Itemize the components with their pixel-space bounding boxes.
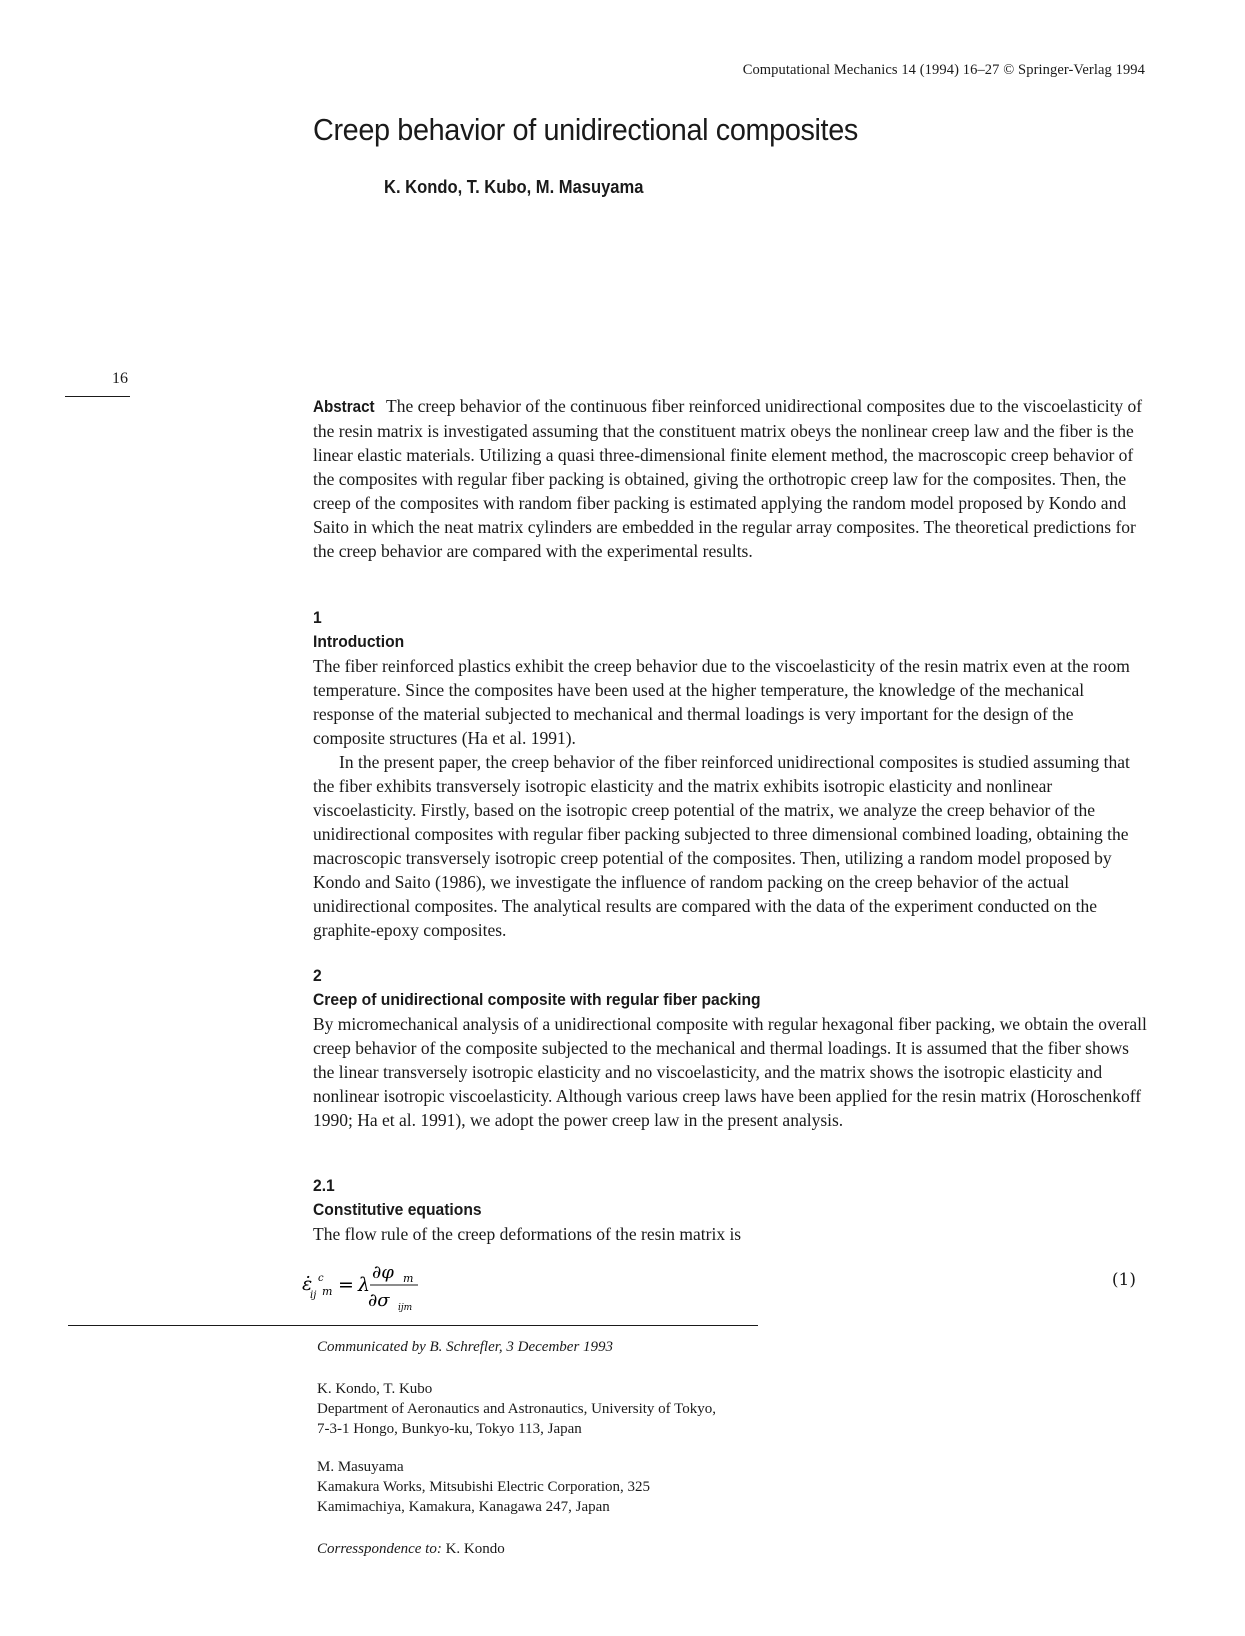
equation-formula [296, 1256, 496, 1312]
paper-authors: K. Kondo, T. Kubo, M. Masuyama [384, 177, 644, 197]
eq-numerator: ∂φ [372, 1262, 394, 1283]
correspondence-name: K. Kondo [445, 1541, 505, 1557]
equation-1 [296, 1256, 1136, 1312]
body-paragraph: The flow rule of the creep deformations of the resin matrix is [313, 1224, 742, 1244]
page-number-rule [65, 396, 130, 397]
affiliation-line: Department of Aeronautics and Astronautics, University of Tokyo, [317, 1401, 717, 1417]
communicated-by: Communicated by B. Schrefler, 3 December 1993 [317, 1339, 614, 1355]
body-paragraph: In the present paper, the creep behavior of the fiber reinforced unidirectional composites is studied assuming that the fiber exhibits transversely isotropic elasticity and the matrix exhibits isotropic elasticity and nonlinear viscoelasticity. Firstly, based on the isotropic creep potential of the matrix, we analyze the creep behavior of the unidirectional composites with regular fiber packing subjected to three dimensional combined loading, obtaining the macroscopic transversely isotropic creep potential of the composites. Then, utilizing a random model proposed by Kondo and Saito (1986), we investigate the influence of random packing on the creep behavior of the actual unidirectional composites. The analytical results are compared with the data of the experiment conducted on the graphite-epoxy composites. [313, 752, 1130, 940]
eq-equals: = [338, 1274, 354, 1296]
eq-numerator-sub: m [403, 1272, 414, 1285]
section-number: 2 [313, 966, 322, 985]
section-number: 1 [313, 608, 322, 627]
correspondence-label: Corresspondence to: [317, 1541, 442, 1557]
abstract [313, 394, 1148, 563]
affiliation-1 [317, 1379, 716, 1439]
eq-epsilon-dot: ε̇ [302, 1273, 313, 1295]
correspondence [317, 1539, 716, 1559]
eq-superscript-c: c [318, 1273, 324, 1284]
section-creep-regular-packing [313, 964, 1148, 1132]
eq-subscript-ij: ij [310, 1290, 317, 1301]
abstract-text: The creep behavior of the continuous fiber reinforced unidirectional composites due to the viscoelasticity of the resin matrix is investigated assuming that the constituent matrix obeys the nonlinear creep law and the fiber is the linear elastic materials. Utilizing a quasi three-dimensional finite element method, the macroscopic creep behavior of the composites with regular fiber packing is obtained, giving the orthotropic creep law for the composites. Then, the creep of the composites with random fiber packing is estimated applying the random model proposed by Kondo and Saito in which the neat matrix cylinders are embedded in the regular array composites. The theoretical predictions for the creep behavior are compared with the experimental results. [313, 396, 1143, 561]
body-paragraph: By micromechanical analysis of a unidirectional composite with regular hexagonal fiber packing, we obtain the overall creep behavior of the composite subjected to the mechanical and thermal loadings. It is assumed that the fiber shows the linear transversely isotropic elasticity and no viscoelasticity, and the matrix shows the isotropic elasticity and nonlinear isotropic viscoelasticity. Although various creep laws have been applied for the resin matrix (Horoschenkoff 1990; Ha et al. 1991), we adopt the power creep law in the present analysis. [313, 1014, 1147, 1130]
eq-subscript-m: m [322, 1285, 333, 1298]
journal-reference: Computational Mechanics 14 (1994) 16–27 © Springer-Verlag 1994 [742, 62, 1145, 78]
affiliation-line: K. Kondo, T. Kubo [317, 1381, 433, 1397]
footnote-rule [68, 1325, 758, 1326]
equation-number: (1) [1111, 1270, 1136, 1290]
eq-denominator: ∂σ [368, 1290, 390, 1311]
paper-title: Creep behavior of unidirectional composites [313, 112, 858, 147]
affiliation-line: 7-3-1 Hongo, Bunkyo-ku, Tokyo 113, Japan [317, 1421, 582, 1437]
subsection-constitutive-equations [313, 1174, 1148, 1246]
footnotes [317, 1337, 716, 1559]
affiliation-2 [317, 1457, 716, 1517]
section-heading: Introduction [313, 632, 405, 651]
affiliation-line: M. Masuyama [317, 1459, 404, 1475]
section-heading: Creep of unidirectional composite with regular fiber packing [313, 990, 761, 1009]
affiliation-line: Kamimachiya, Kamakura, Kanagawa 247, Japan [317, 1499, 610, 1515]
page-number: 16 [112, 370, 128, 387]
section-introduction [313, 606, 1148, 942]
abstract-label: Abstract [313, 398, 375, 416]
eq-denominator-sub: ijm [398, 1303, 413, 1313]
subsection-heading: Constitutive equations [313, 1200, 482, 1219]
subsection-number: 2.1 [313, 1176, 335, 1195]
affiliation-line: Kamakura Works, Mitsubishi Electric Corporation, 325 [317, 1479, 651, 1495]
body-paragraph: The fiber reinforced plastics exhibit the creep behavior due to the viscoelasticity of the resin matrix even at the room temperature. Since the composites have been used at the higher temperature, the knowledge of the mechanical response of the material subjected to mechanical and thermal loadings is very important for the design of the composite structures (Ha et al. 1991). [313, 656, 1130, 748]
eq-lambda: λ [358, 1274, 371, 1296]
